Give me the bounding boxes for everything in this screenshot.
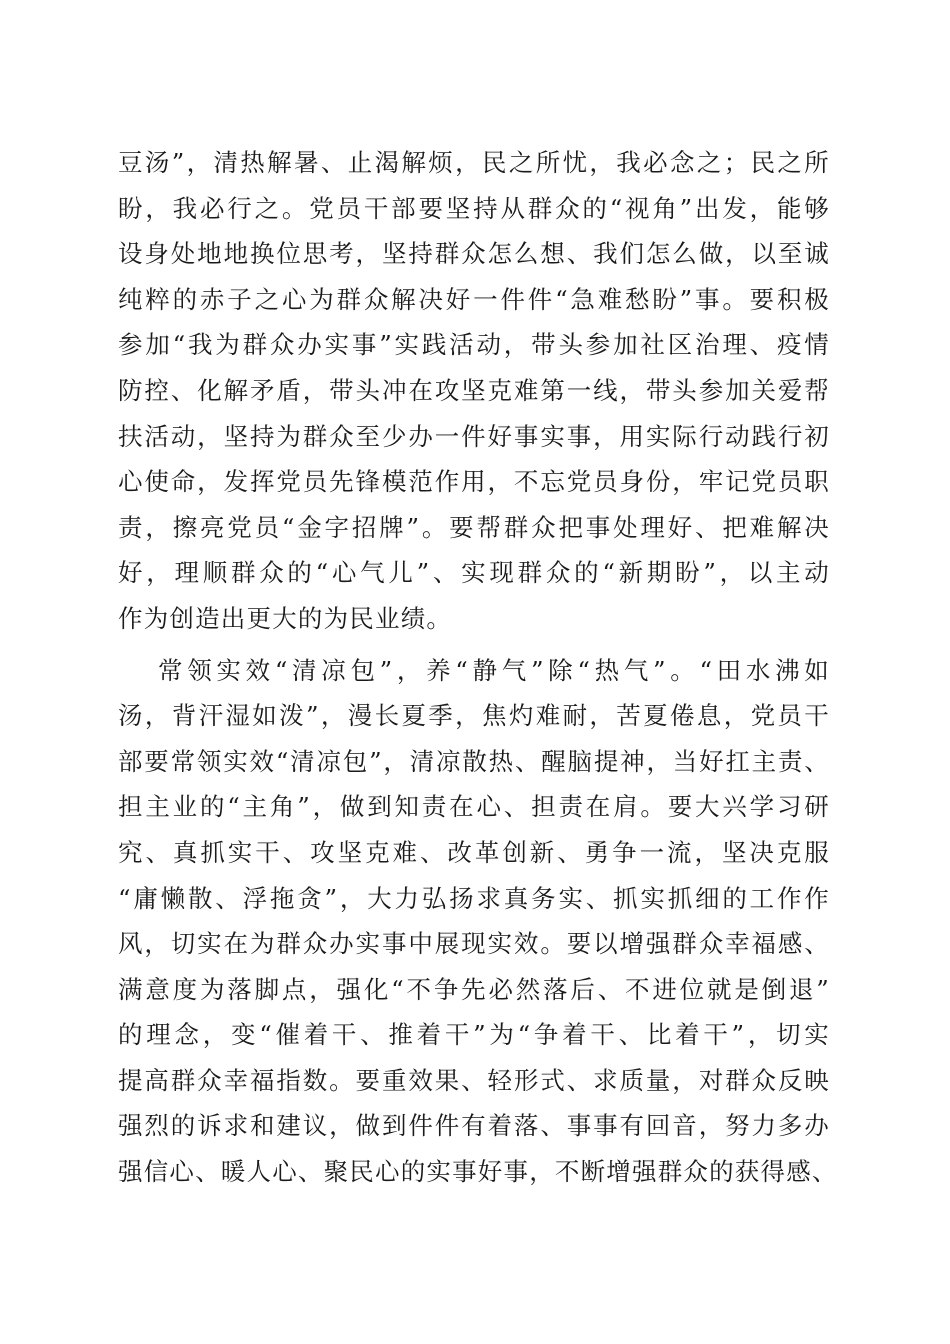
- text-line: 的理念，变“催着干、推着干”为“争着干、比着干”，切实: [118, 1020, 830, 1050]
- text-line: 好，理顺群众的“心气儿”、实现群众的“新期盼”，以主动: [118, 558, 830, 588]
- text-line: 部要常领实效“清凉包”，清凉散热、醒脑提神，当好扛主责、: [118, 746, 830, 776]
- text-line: 风，切实在为群众办实事中展现实效。要以增强群众幸福感、: [118, 929, 830, 959]
- text-line: 纯粹的赤子之心为群众解决好一件件“急难愁盼”事。要积极: [118, 284, 830, 314]
- text-line: “庸懒散、浮拖贪”，大力弘扬求真务实、抓实抓细的工作作: [118, 883, 830, 913]
- paragraph: [118, 140, 830, 642]
- paragraph: [118, 648, 838, 1195]
- text-line: 扶活动，坚持为群众至少办一件好事实事，用实际行动践行初: [118, 421, 830, 451]
- text-line: 究、真抓实干、攻坚克难、改革创新、勇争一流，坚决克服: [118, 837, 830, 867]
- text-line: 强烈的诉求和建议，做到件件有着落、事事有回音，努力多办: [118, 1111, 830, 1141]
- body-text: [118, 140, 838, 1195]
- text-line: 满意度为落脚点，强化“不争先必然落后、不进位就是倒退”: [118, 974, 830, 1004]
- text-line: 强信心、暖人心、聚民心的实事好事，不断增强群众的获得感、: [118, 1157, 838, 1187]
- text-line: 盼，我必行之。党员干部要坚持从群众的“视角”出发，能够: [118, 193, 830, 223]
- text-line: 责，擦亮党员“金字招牌”。要帮群众把事处理好、把难解决: [118, 512, 830, 542]
- text-line: 设身处地地换位思考，坚持群众怎么想、我们怎么做，以至诚: [118, 239, 830, 269]
- text-line: 防控、化解矛盾，带头冲在攻坚克难第一线，带头参加关爱帮: [118, 375, 830, 405]
- text-line: 作为创造出更大的为民业绩。: [118, 603, 453, 633]
- text-line: 担主业的“主角”，做到知责在心、担责在肩。要大兴学习研: [118, 792, 830, 822]
- text-line: 常领实效“清凉包”，养“静气”除“热气”。“田水沸如: [158, 655, 830, 685]
- text-line: 提高群众幸福指数。要重效果、轻形式、求质量，对群众反映: [118, 1065, 830, 1095]
- text-line: 汤，背汗湿如泼”，漫长夏季，焦灼难耐，苦夏倦息，党员干: [118, 701, 830, 731]
- text-line: 心使命，发挥党员先锋模范作用，不忘党员身份，牢记党员职: [118, 467, 830, 497]
- text-line: 豆汤”，清热解暑、止渴解烦，民之所忧，我必念之；民之所: [118, 148, 830, 177]
- text-line: 参加“我为群众办实事”实践活动，带头参加社区治理、疫情: [118, 330, 830, 360]
